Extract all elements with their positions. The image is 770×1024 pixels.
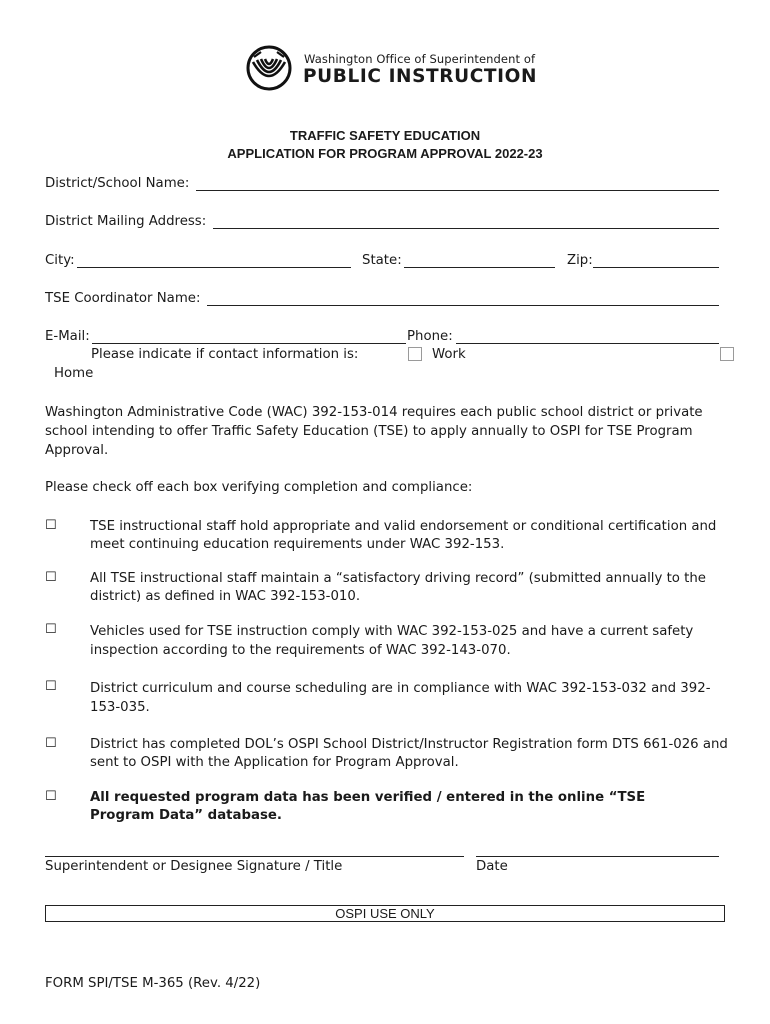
tse-coordinator-name-label: TSE Coordinator Name: <box>45 291 201 306</box>
form-subtitle: APPLICATION FOR PROGRAM APPROVAL 2022-23 <box>227 146 543 161</box>
signature-line[interactable] <box>45 856 464 857</box>
form-number-footer: FORM SPI/TSE M-365 (Rev. 4/22) <box>45 976 261 991</box>
zip-field[interactable] <box>593 267 719 268</box>
district-mailing-address-field[interactable] <box>213 228 719 229</box>
city-label: City: <box>45 253 75 268</box>
date-label: Date <box>476 859 508 874</box>
email-field[interactable] <box>92 343 406 344</box>
compliance-item-1: TSE instructional staff hold appropriate and valid endorsement or conditional certification and meet continuing education requirements under WAC 392-153. <box>90 519 717 552</box>
ospi-logo <box>245 44 538 98</box>
check-instructions: Please check off each box verifying completion and compliance: <box>45 480 473 495</box>
district-mailing-address-label: District Mailing Address: <box>45 214 207 229</box>
item-2-checkbox[interactable]: ☐ <box>45 570 57 585</box>
city-field[interactable] <box>77 267 351 268</box>
zip-label: Zip: <box>567 253 593 268</box>
logo-name: PUBLIC INSTRUCTION <box>303 66 538 87</box>
district-school-name-label: District/School Name: <box>45 176 190 191</box>
date-line[interactable] <box>476 856 719 857</box>
logo-tagline: Washington Office of Superintendent of <box>304 52 536 66</box>
tse-coordinator-name-field[interactable] <box>207 305 719 306</box>
item-5-checkbox[interactable]: ☐ <box>45 736 57 751</box>
compliance-item-6: All requested program data has been verified / entered in the online “TSE Program Data” database. <box>90 790 646 823</box>
phone-field[interactable] <box>456 343 719 344</box>
compliance-item-5: District has completed DOL’s OSPI School District/Instructor Registration form DTS 661-026 and sent to OSPI with the Application for Program Approval. <box>90 737 728 770</box>
district-school-name-field[interactable] <box>196 190 719 191</box>
compliance-item-4: District curriculum and course scheduling are in compliance with WAC 392-153-032 and 392-153-035. <box>90 681 711 715</box>
home-checkbox[interactable] <box>720 347 734 361</box>
item-3-checkbox[interactable]: ☐ <box>45 622 57 637</box>
ospi-emblem-icon <box>245 44 293 92</box>
work-label: Work <box>432 347 466 362</box>
compliance-item-2: All TSE instructional staff maintain a “satisfactory driving record” (submitted annually to the district) as defined in WAC 392-153-010. <box>90 571 706 604</box>
state-field[interactable] <box>404 267 555 268</box>
form-title: TRAFFIC SAFETY EDUCATION <box>289 128 481 143</box>
item-6-checkbox[interactable]: ☐ <box>45 789 57 804</box>
contact-type-prompt: Please indicate if contact information is: <box>91 347 359 362</box>
state-label: State: <box>362 253 402 268</box>
email-label: E-Mail: <box>45 329 90 344</box>
item-1-checkbox[interactable]: ☐ <box>45 518 57 533</box>
ospi-use-only-box: OSPI USE ONLY <box>45 905 725 922</box>
item-4-checkbox[interactable]: ☐ <box>45 679 57 694</box>
phone-label: Phone: <box>407 329 453 344</box>
intro-paragraph: Washington Administrative Code (WAC) 392-153-014 requires each public school district or private school intending to offer Traffic Safety Education (TSE) to apply annually to OSPI for TSE Program Approval. <box>45 405 703 458</box>
compliance-item-3: Vehicles used for TSE instruction comply with WAC 392-153-025 and have a current safety inspection according to the requirements of WAC 392-143-070. <box>90 624 694 658</box>
work-checkbox[interactable] <box>408 347 422 361</box>
signature-label: Superintendent or Designee Signature / Title <box>45 859 343 874</box>
home-label: Home <box>54 366 94 381</box>
